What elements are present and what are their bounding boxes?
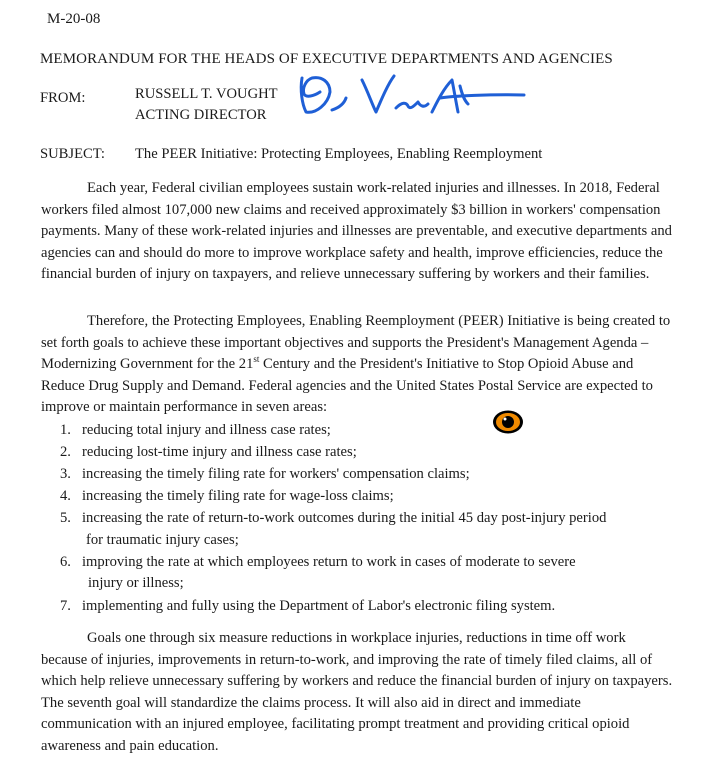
list-item-text: implementing and fully using the Department of Labor's electronic filing system. <box>82 597 556 614</box>
list-item-text: reducing lost-time injury and illness case rates; <box>82 444 357 461</box>
list-item-text: increasing the rate of return-to-work outcomes during the initial 45 day post-injury period <box>82 510 607 527</box>
list-number: 2. <box>60 444 71 461</box>
list-item <box>60 486 692 508</box>
list-item <box>60 420 692 442</box>
list-item <box>60 596 692 618</box>
paragraph-goals-summary: Goals one through six measure reductions in workplace injuries, reductions in time off work because of injuries, improvements in return-to-work, and improving the rate of timely filed claims, all of which help relieve unnecessary suffering by workers and reduce the financial burden of injury on taxpayers. The seventh goal will standardize the claims process. It will also aid in direct and immediate communication with an injured employee, facilitating prompt treatment and providing critical opioid awareness and pain education. <box>41 630 673 754</box>
from-label: FROM: <box>40 90 86 106</box>
list-item <box>60 464 692 486</box>
list-number: 5. <box>60 510 71 527</box>
signature-image <box>292 68 527 124</box>
subject-label: SUBJECT: <box>40 146 105 162</box>
list-item <box>60 442 692 464</box>
ordinal-suffix: st <box>253 354 260 365</box>
list-number: 1. <box>60 422 71 438</box>
sender-name: RUSSELL T. VOUGHT <box>135 86 278 102</box>
list-item <box>60 552 692 595</box>
list-item-text: increasing the timely filing rate for workers' compensation claims; <box>82 466 470 483</box>
list-item-text: improving the rate at which employees return to work in cases of moderate to severe <box>82 553 576 570</box>
list-number: 4. <box>60 488 71 505</box>
list-item-text: reducing total injury and illness case rates; <box>82 422 331 438</box>
list-item-text: increasing the timely filing rate for wage-loss claims; <box>82 488 394 505</box>
memo-heading: MEMORANDUM FOR THE HEADS OF EXECUTIVE DEPARTMENTS AND AGENCIES <box>40 51 613 67</box>
paragraph-initiative <box>41 311 673 419</box>
memo-number: M-20-08 <box>47 11 101 27</box>
paragraph-intro: Each year, Federal civilian employees sustain work-related injuries and illnesses. In 2018, Federal workers filed almost 107,000 new claims and received approximately $3 billion in workers' compensation payments. Many of these work-related injuries and illnesses are preventable, and executive departments and agencies can and should do more to improve workplace safety and health, improve efficiencies, reduce the financial burden of injury on taxpayers, and relieve unnecessary suffering by workers and their families. <box>41 180 672 282</box>
list-number: 3. <box>60 466 71 483</box>
sender-title: ACTING DIRECTOR <box>135 107 267 123</box>
list-number: 6. <box>60 553 71 570</box>
list-item <box>60 508 692 551</box>
list-number: 7. <box>60 597 71 614</box>
paragraph-initiative-text: Therefore, the Protecting Employees, Enabling Reemployment (PEER) Initiative is being created to set forth goals to achieve these important objectives and supports the President's Management Agenda – Modernizing Government for the 21 <box>41 313 671 372</box>
paragraph-initiative-text-cont: Century and the President's Initiative to Stop Opioid Abuse and Reduce Drug Supply and Demand. Federal agencies and the United States Postal Service are expected to improve or maintain performance in seven areas: <box>41 356 653 415</box>
list-item-text-cont: for traumatic injury cases; <box>86 531 239 548</box>
list-item-text-cont: injury or illness; <box>88 575 184 592</box>
goals-list <box>60 420 692 618</box>
from-block <box>135 84 278 126</box>
subject-text: The PEER Initiative: Protecting Employees, Enabling Reemployment <box>135 146 543 162</box>
